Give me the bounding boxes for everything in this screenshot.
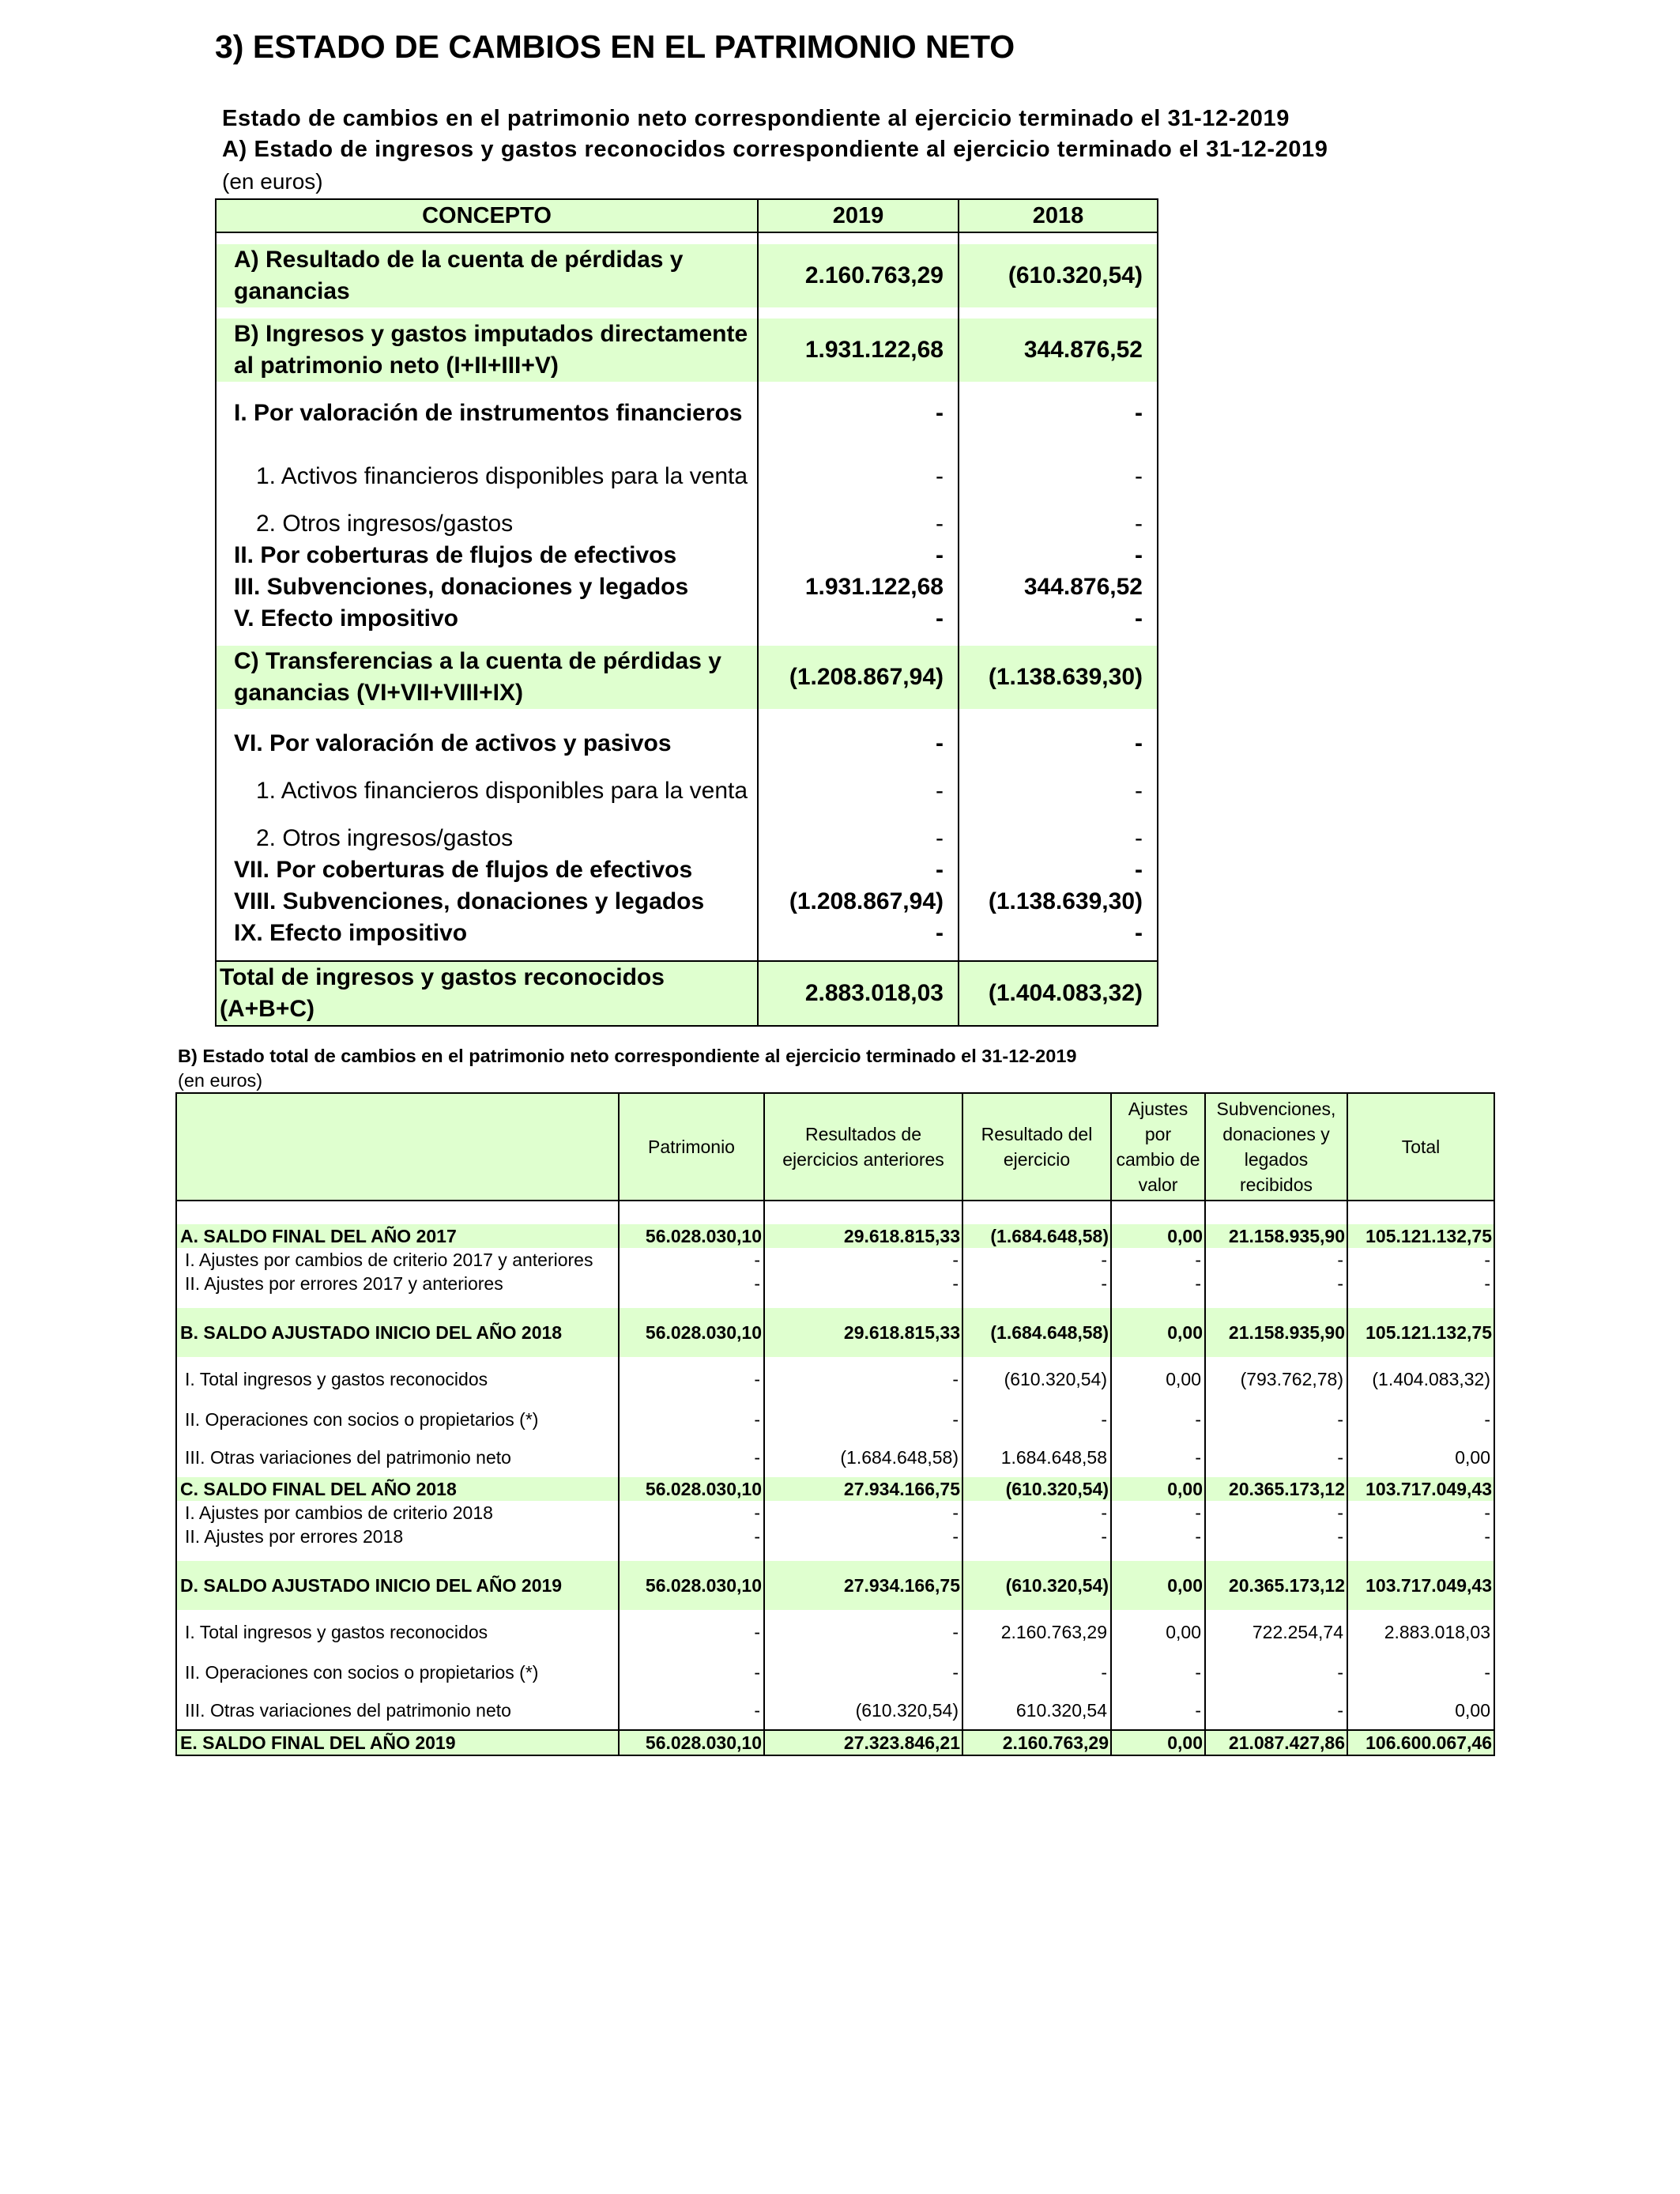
patrimonio-cell: - bbox=[619, 1272, 764, 1295]
total-cell: 106.600.067,46 bbox=[1347, 1730, 1494, 1755]
resultado-ejercicio-cell: 2.160.763,29 bbox=[962, 1610, 1111, 1654]
table-row: A) Resultado de la cuenta de pérdidas y ganancias 2.160.763,29 (610.320,54) bbox=[216, 244, 1158, 307]
subvenciones-cell: 20.365.173,12 bbox=[1205, 1574, 1347, 1597]
header-2018: 2018 bbox=[959, 199, 1158, 232]
row-label-cell: II. Ajustes por errores 2017 y anteriores bbox=[185, 1273, 503, 1294]
subvenciones-cell: 21.158.935,90 bbox=[1205, 1224, 1347, 1248]
subvenciones-cell: - bbox=[1205, 1525, 1347, 1548]
resultado-ejercicio-cell: - bbox=[962, 1501, 1111, 1525]
table-row bbox=[176, 1477, 1494, 1501]
resultados-anteriores-cell: - bbox=[764, 1654, 962, 1691]
subvenciones-cell: 722.254,74 bbox=[1205, 1610, 1347, 1654]
resultado-ejercicio-cell: 2.160.763,29 bbox=[962, 1730, 1111, 1755]
row-label-cell: II. Operaciones con socios o propietarios (*) bbox=[185, 1409, 539, 1430]
resultados-anteriores-cell: 27.323.846,21 bbox=[764, 1730, 962, 1755]
ajustes-cell: 0,00 bbox=[1111, 1574, 1205, 1597]
total-cell: 2.883.018,03 bbox=[1347, 1610, 1494, 1654]
total-cell: 103.717.049,43 bbox=[1347, 1574, 1494, 1597]
subvenciones-cell: - bbox=[1205, 1248, 1347, 1272]
total-cell: - bbox=[1347, 1248, 1494, 1272]
subvenciones-cell: (793.762,78) bbox=[1205, 1357, 1347, 1401]
table-row bbox=[176, 1438, 1494, 1477]
ajustes-cell: 0,00 bbox=[1111, 1224, 1205, 1248]
table-row: 1. Activos financieros disponibles para la venta - - bbox=[216, 760, 1158, 823]
patrimonio-cell: - bbox=[619, 1438, 764, 1477]
ajustes-cell: - bbox=[1111, 1501, 1205, 1525]
patrimonio-cell: 56.028.030,10 bbox=[619, 1574, 764, 1597]
table-row: B) Ingresos y gastos imputados directamente al patrimonio neto (I+II+III+V) 1.931.122,68 344.876,52 bbox=[216, 319, 1158, 382]
total-cell: 105.121.132,75 bbox=[1347, 1321, 1494, 1344]
table-row bbox=[176, 1224, 1494, 1248]
resultados-anteriores-cell: 29.618.815,33 bbox=[764, 1224, 962, 1248]
ajustes-cell: - bbox=[1111, 1654, 1205, 1691]
header-2019: 2019 bbox=[758, 199, 959, 232]
ajustes-cell: - bbox=[1111, 1401, 1205, 1438]
table-row bbox=[176, 1525, 1494, 1548]
row-label-cell: II. Ajustes por errores 2018 bbox=[185, 1526, 404, 1547]
total-cell: 105.121.132,75 bbox=[1347, 1224, 1494, 1248]
resultado-ejercicio-cell: - bbox=[962, 1401, 1111, 1438]
subvenciones-cell: - bbox=[1205, 1272, 1347, 1295]
row-label-cell: III. Otras variaciones del patrimonio neto bbox=[185, 1699, 511, 1721]
row-label-cell: I. Ajustes por cambios de criterio 2018 bbox=[185, 1502, 493, 1523]
table-row bbox=[176, 1501, 1494, 1525]
resultado-ejercicio-cell: - bbox=[962, 1525, 1111, 1548]
resultados-anteriores-cell: 29.618.815,33 bbox=[764, 1321, 962, 1344]
ajustes-cell: - bbox=[1111, 1248, 1205, 1272]
subvenciones-cell: - bbox=[1205, 1654, 1347, 1691]
table-row: C) Transferencias a la cuenta de pérdidas y ganancias (VI+VII+VIII+IX) (1.208.867,94) (1.138.639,30) bbox=[216, 646, 1158, 709]
resultado-ejercicio-cell: (610.320,54) bbox=[962, 1574, 1111, 1597]
resultado-ejercicio-cell: (610.320,54) bbox=[962, 1477, 1111, 1501]
total-cell: 0,00 bbox=[1347, 1438, 1494, 1477]
ajustes-cell: 0,00 bbox=[1111, 1321, 1205, 1344]
table-row: IX. Efecto impositivo - - bbox=[216, 918, 1158, 949]
resultado-ejercicio-cell: 1.684.648,58 bbox=[962, 1438, 1111, 1477]
ajustes-cell: 0,00 bbox=[1111, 1357, 1205, 1401]
table-row bbox=[176, 1730, 1494, 1755]
header-resultados-anteriores: Resultados de ejercicios anteriores bbox=[764, 1093, 962, 1201]
table-header-row bbox=[216, 199, 1158, 232]
patrimonio-cell: - bbox=[619, 1248, 764, 1272]
section-a-units: (en euros) bbox=[222, 169, 323, 194]
row-label-cell: A. SALDO FINAL DEL AÑO 2017 bbox=[176, 1224, 619, 1248]
ajustes-cell: - bbox=[1111, 1272, 1205, 1295]
patrimonio-cell: - bbox=[619, 1525, 764, 1548]
total-cell: (1.404.083,32) bbox=[1347, 1357, 1494, 1401]
patrimonio-cell: - bbox=[619, 1401, 764, 1438]
statement-subtitle: Estado de cambios en el patrimonio neto correspondiente al ejercicio terminado el 31-12-2019 bbox=[222, 106, 1290, 131]
table-row bbox=[176, 1272, 1494, 1295]
subvenciones-cell: 20.365.173,12 bbox=[1205, 1477, 1347, 1501]
resultados-anteriores-cell: 27.934.166,75 bbox=[764, 1574, 962, 1597]
section-b-units: (en euros) bbox=[178, 1070, 263, 1091]
subvenciones-cell: - bbox=[1205, 1501, 1347, 1525]
resultados-anteriores-cell: (610.320,54) bbox=[764, 1691, 962, 1730]
page-title: 3) ESTADO DE CAMBIOS EN EL PATRIMONIO NETO bbox=[215, 28, 1015, 65]
table-row bbox=[176, 1610, 1494, 1654]
patrimonio-cell: 56.028.030,10 bbox=[619, 1730, 764, 1755]
header-patrimonio: Patrimonio bbox=[619, 1093, 764, 1201]
total-row: Total de ingresos y gastos reconocidos (A+B+C) 2.883.018,03 (1.404.083,32) bbox=[216, 961, 1158, 1026]
header-blank bbox=[176, 1093, 619, 1201]
resultado-ejercicio-cell: - bbox=[962, 1654, 1111, 1691]
ajustes-cell: - bbox=[1111, 1691, 1205, 1730]
subvenciones-cell: 21.087.427,86 bbox=[1205, 1730, 1347, 1755]
resultado-ejercicio-cell: - bbox=[962, 1272, 1111, 1295]
subvenciones-cell: - bbox=[1205, 1438, 1347, 1477]
patrimonio-cell: - bbox=[619, 1501, 764, 1525]
table-header-row bbox=[176, 1093, 1494, 1201]
total-cell: - bbox=[1347, 1501, 1494, 1525]
total-cell: 0,00 bbox=[1347, 1691, 1494, 1730]
row-label-cell: I. Total ingresos y gastos reconocidos bbox=[185, 1622, 488, 1642]
resultado-ejercicio-cell: 610.320,54 bbox=[962, 1691, 1111, 1730]
table-row: 2. Otros ingresos/gastos - - bbox=[216, 823, 1158, 854]
total-cell: - bbox=[1347, 1525, 1494, 1548]
ajustes-cell: - bbox=[1111, 1438, 1205, 1477]
table-row bbox=[176, 1248, 1494, 1272]
resultado-ejercicio-cell: (1.684.648,58) bbox=[962, 1321, 1111, 1344]
table-row: II. Por coberturas de flujos de efectivos - - bbox=[216, 540, 1158, 571]
row-label-cell: I. Total ingresos y gastos reconocidos bbox=[185, 1369, 488, 1389]
table-row bbox=[176, 1401, 1494, 1438]
total-cell: - bbox=[1347, 1654, 1494, 1691]
row-label-cell: B. SALDO AJUSTADO INICIO DEL AÑO 2018 bbox=[176, 1321, 619, 1344]
total-cell: - bbox=[1347, 1272, 1494, 1295]
patrimonio-cell: - bbox=[619, 1654, 764, 1691]
subvenciones-cell: - bbox=[1205, 1691, 1347, 1730]
resultado-ejercicio-cell: (610.320,54) bbox=[962, 1357, 1111, 1401]
table-row bbox=[176, 1691, 1494, 1730]
total-cell: 103.717.049,43 bbox=[1347, 1477, 1494, 1501]
table-row: VIII. Subvenciones, donaciones y legados (1.208.867,94) (1.138.639,30) bbox=[216, 886, 1158, 918]
header-subvenciones: Subvenciones, donaciones y legados recibidos bbox=[1205, 1093, 1347, 1201]
header-total: Total bbox=[1347, 1093, 1494, 1201]
table-row: III. Subvenciones, donaciones y legados 1.931.122,68 344.876,52 bbox=[216, 571, 1158, 603]
resultados-anteriores-cell: - bbox=[764, 1248, 962, 1272]
ajustes-cell: - bbox=[1111, 1525, 1205, 1548]
table-row bbox=[176, 1574, 1494, 1597]
table-row: 2. Otros ingresos/gastos - - bbox=[216, 508, 1158, 540]
resultado-ejercicio-cell: - bbox=[962, 1248, 1111, 1272]
resultados-anteriores-cell: 27.934.166,75 bbox=[764, 1477, 962, 1501]
ajustes-cell: 0,00 bbox=[1111, 1610, 1205, 1654]
resultados-anteriores-cell: - bbox=[764, 1401, 962, 1438]
table-row bbox=[176, 1321, 1494, 1344]
row-label-cell: E. SALDO FINAL DEL AÑO 2019 bbox=[176, 1730, 619, 1755]
patrimonio-cell: 56.028.030,10 bbox=[619, 1477, 764, 1501]
row-label-cell: III. Otras variaciones del patrimonio neto bbox=[185, 1447, 511, 1468]
equity-changes-table bbox=[175, 1092, 1495, 1756]
recognized-income-table bbox=[215, 198, 1158, 1027]
header-resultado-ejercicio: Resultado del ejercicio bbox=[962, 1093, 1111, 1201]
section-b-title: B) Estado total de cambios en el patrimonio neto correspondiente al ejercicio terminado el 31-12-2019 bbox=[178, 1046, 1077, 1066]
header-concepto: CONCEPTO bbox=[216, 199, 758, 232]
row-label-cell: D. SALDO AJUSTADO INICIO DEL AÑO 2019 bbox=[176, 1574, 619, 1597]
patrimonio-cell: - bbox=[619, 1610, 764, 1654]
resultados-anteriores-cell: - bbox=[764, 1272, 962, 1295]
patrimonio-cell: - bbox=[619, 1357, 764, 1401]
total-cell: - bbox=[1347, 1401, 1494, 1438]
patrimonio-cell: - bbox=[619, 1691, 764, 1730]
ajustes-cell: 0,00 bbox=[1111, 1730, 1205, 1755]
row-label-cell: I. Ajustes por cambios de criterio 2017 y anteriores bbox=[185, 1250, 593, 1270]
table-row: 1. Activos financieros disponibles para la venta - - bbox=[216, 445, 1158, 508]
section-a-title: A) Estado de ingresos y gastos reconocidos correspondiente al ejercicio terminado el 31-12-2019 bbox=[222, 137, 1328, 162]
resultados-anteriores-cell: - bbox=[764, 1525, 962, 1548]
header-ajustes: Ajustes por cambio de valor bbox=[1111, 1093, 1205, 1201]
subvenciones-cell: 21.158.935,90 bbox=[1205, 1321, 1347, 1344]
row-label-cell: II. Operaciones con socios o propietarios (*) bbox=[185, 1662, 539, 1683]
resultados-anteriores-cell: - bbox=[764, 1357, 962, 1401]
resultados-anteriores-cell: (1.684.648,58) bbox=[764, 1438, 962, 1477]
table-row: VI. Por valoración de activos y pasivos - - bbox=[216, 728, 1158, 760]
resultados-anteriores-cell: - bbox=[764, 1501, 962, 1525]
row-label-cell: C. SALDO FINAL DEL AÑO 2018 bbox=[176, 1477, 619, 1501]
table-row: VII. Por coberturas de flujos de efectivos - - bbox=[216, 854, 1158, 886]
patrimonio-cell: 56.028.030,10 bbox=[619, 1321, 764, 1344]
patrimonio-cell: 56.028.030,10 bbox=[619, 1224, 764, 1248]
subvenciones-cell: - bbox=[1205, 1401, 1347, 1438]
resultados-anteriores-cell: - bbox=[764, 1610, 962, 1654]
table-row: I. Por valoración de instrumentos financieros - - bbox=[216, 382, 1158, 445]
ajustes-cell: 0,00 bbox=[1111, 1477, 1205, 1501]
table-row bbox=[176, 1654, 1494, 1691]
resultado-ejercicio-cell: (1.684.648,58) bbox=[962, 1224, 1111, 1248]
table-row: V. Efecto impositivo - - bbox=[216, 603, 1158, 635]
table-row bbox=[176, 1357, 1494, 1401]
